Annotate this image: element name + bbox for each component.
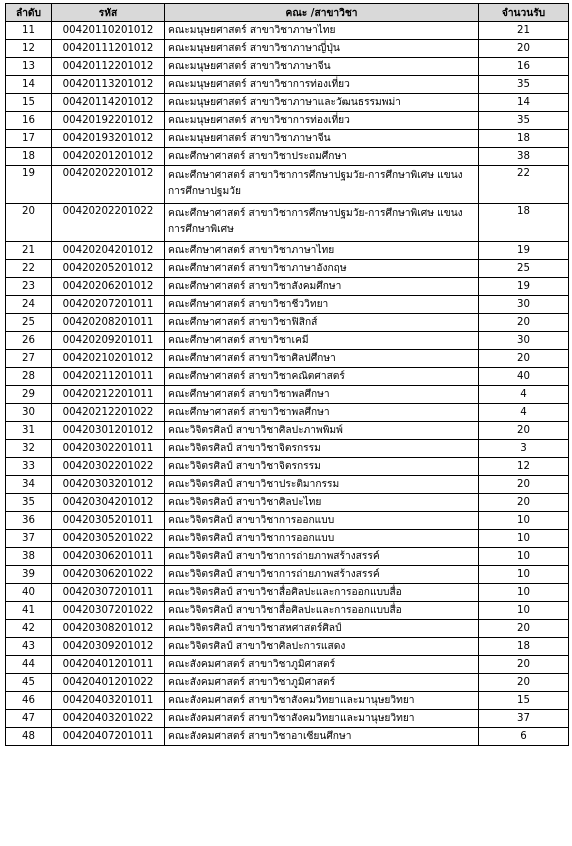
row-code: 00420401201022 (52, 674, 165, 692)
row-index: 36 (6, 512, 52, 530)
table-row (6, 94, 569, 112)
row-index: 45 (6, 674, 52, 692)
table-row (6, 674, 569, 692)
row-index: 40 (6, 584, 52, 602)
row-faculty-program: คณะวิจิตรศิลป์ สาขาวิชาการออกแบบ (165, 530, 479, 548)
row-index: 17 (6, 130, 52, 148)
row-faculty-program: คณะศึกษาศาสตร์ สาขาวิชาศิลปศึกษา (165, 350, 479, 368)
row-count: 22 (479, 166, 569, 204)
table-row (6, 350, 569, 368)
row-index: 29 (6, 386, 52, 404)
row-faculty-program: คณะสังคมศาสตร์ สาขาวิชาอาเซียนศึกษา (165, 728, 479, 746)
row-faculty-program: คณะศึกษาศาสตร์ สาขาวิชาการศึกษาปฐมวัย-การศึกษาพิเศษ แขนงการศึกษาพิเศษ (165, 204, 479, 242)
row-faculty-program: คณะมนุษยศาสตร์ สาขาวิชาการท่องเที่ยว (165, 76, 479, 94)
row-index: 44 (6, 656, 52, 674)
table-row (6, 638, 569, 656)
row-faculty-program: คณะศึกษาศาสตร์ สาขาวิชาฟิสิกส์ (165, 314, 479, 332)
row-code: 00420307201011 (52, 584, 165, 602)
row-faculty-program: คณะศึกษาศาสตร์ สาขาวิชาพลศึกษา (165, 404, 479, 422)
row-index: 21 (6, 242, 52, 260)
row-count: 37 (479, 710, 569, 728)
row-index: 30 (6, 404, 52, 422)
table-row (6, 296, 569, 314)
table-row (6, 386, 569, 404)
row-count: 10 (479, 530, 569, 548)
row-index: 22 (6, 260, 52, 278)
row-code: 00420111201012 (52, 40, 165, 58)
row-count: 19 (479, 242, 569, 260)
row-index: 23 (6, 278, 52, 296)
row-index: 31 (6, 422, 52, 440)
row-code: 00420305201011 (52, 512, 165, 530)
row-faculty-program: คณะศึกษาศาสตร์ สาขาวิชาพลศึกษา (165, 386, 479, 404)
table-header (6, 4, 569, 22)
row-count: 25 (479, 260, 569, 278)
row-faculty-program: คณะวิจิตรศิลป์ สาขาวิชาสหศาสตร์ศิลป์ (165, 620, 479, 638)
row-faculty-program: คณะมนุษยศาสตร์ สาขาวิชาภาษาญี่ปุ่น (165, 40, 479, 58)
header-row (6, 4, 569, 22)
row-code: 00420403201011 (52, 692, 165, 710)
row-index: 18 (6, 148, 52, 166)
header-index: ลำดับ (6, 4, 52, 22)
table-row (6, 314, 569, 332)
admission-table (5, 3, 569, 746)
row-code: 00420110201012 (52, 22, 165, 40)
row-code: 00420306201011 (52, 548, 165, 566)
table-row (6, 566, 569, 584)
row-faculty-program: คณะศึกษาศาสตร์ สาขาวิชาการศึกษาปฐมวัย-การศึกษาพิเศษ แขนงการศึกษาปฐมวัย (165, 166, 479, 204)
row-count: 18 (479, 130, 569, 148)
row-faculty-program: คณะวิจิตรศิลป์ สาขาวิชาศิลปะการแสดง (165, 638, 479, 656)
header-code: รหัส (52, 4, 165, 22)
table-row (6, 692, 569, 710)
row-code: 00420206201012 (52, 278, 165, 296)
row-faculty-program: คณะศึกษาศาสตร์ สาขาวิชาภาษาไทย (165, 242, 479, 260)
row-count: 30 (479, 296, 569, 314)
row-index: 41 (6, 602, 52, 620)
row-faculty-program: คณะศึกษาศาสตร์ สาขาวิชาเคมี (165, 332, 479, 350)
table-body (6, 22, 569, 746)
table-row (6, 242, 569, 260)
row-count: 20 (479, 350, 569, 368)
row-count: 20 (479, 494, 569, 512)
row-code: 00420192201012 (52, 112, 165, 130)
row-index: 32 (6, 440, 52, 458)
row-code: 00420212201022 (52, 404, 165, 422)
row-index: 33 (6, 458, 52, 476)
row-faculty-program: คณะวิจิตรศิลป์ สาขาวิชาศิลปะภาพพิมพ์ (165, 422, 479, 440)
row-code: 00420301201012 (52, 422, 165, 440)
row-code: 00420305201022 (52, 530, 165, 548)
row-count: 20 (479, 422, 569, 440)
table-row (6, 728, 569, 746)
table-row (6, 148, 569, 166)
row-count: 20 (479, 620, 569, 638)
table-row (6, 458, 569, 476)
row-index: 16 (6, 112, 52, 130)
table-row (6, 476, 569, 494)
row-index: 19 (6, 166, 52, 204)
row-faculty-program: คณะศึกษาศาสตร์ สาขาวิชาคณิตศาสตร์ (165, 368, 479, 386)
row-code: 00420403201022 (52, 710, 165, 728)
table-row (6, 422, 569, 440)
table-row (6, 260, 569, 278)
table-row (6, 548, 569, 566)
row-count: 6 (479, 728, 569, 746)
header-count: จำนวนรับ (479, 4, 569, 22)
row-count: 4 (479, 404, 569, 422)
row-index: 37 (6, 530, 52, 548)
row-code: 00420193201012 (52, 130, 165, 148)
row-count: 35 (479, 76, 569, 94)
table-row (6, 440, 569, 458)
row-code: 00420113201012 (52, 76, 165, 94)
row-index: 11 (6, 22, 52, 40)
header-faculty: คณะ /สาขาวิชา (165, 4, 479, 22)
table-row (6, 710, 569, 728)
row-count: 20 (479, 314, 569, 332)
row-count: 10 (479, 566, 569, 584)
row-code: 00420302201022 (52, 458, 165, 476)
row-index: 20 (6, 204, 52, 242)
row-code: 00420210201012 (52, 350, 165, 368)
row-index: 12 (6, 40, 52, 58)
row-faculty-program: คณะวิจิตรศิลป์ สาขาวิชาสื่อศิลปะและการออกแบบสื่อ (165, 584, 479, 602)
row-count: 15 (479, 692, 569, 710)
row-index: 27 (6, 350, 52, 368)
row-index: 25 (6, 314, 52, 332)
table-row (6, 656, 569, 674)
row-index: 15 (6, 94, 52, 112)
row-index: 34 (6, 476, 52, 494)
row-count: 30 (479, 332, 569, 350)
row-count: 20 (479, 674, 569, 692)
row-faculty-program: คณะมนุษยศาสตร์ สาขาวิชาภาษาและวัฒนธรรมพม่า (165, 94, 479, 112)
row-faculty-program: คณะวิจิตรศิลป์ สาขาวิชาการถ่ายภาพสร้างสรรค์ (165, 566, 479, 584)
table-row (6, 620, 569, 638)
row-count: 20 (479, 40, 569, 58)
row-index: 35 (6, 494, 52, 512)
row-count: 18 (479, 204, 569, 242)
row-code: 00420209201011 (52, 332, 165, 350)
table-row (6, 584, 569, 602)
row-faculty-program: คณะมนุษยศาสตร์ สาขาวิชาภาษาจีน (165, 58, 479, 76)
row-code: 00420202201012 (52, 166, 165, 204)
row-faculty-program: คณะวิจิตรศิลป์ สาขาวิชาศิลปะไทย (165, 494, 479, 512)
row-count: 35 (479, 112, 569, 130)
row-index: 48 (6, 728, 52, 746)
admission-table-container (5, 3, 569, 746)
row-faculty-program: คณะมนุษยศาสตร์ สาขาวิชาภาษาไทย (165, 22, 479, 40)
row-count: 40 (479, 368, 569, 386)
row-code: 00420308201012 (52, 620, 165, 638)
row-index: 26 (6, 332, 52, 350)
row-code: 00420204201012 (52, 242, 165, 260)
row-code: 00420401201011 (52, 656, 165, 674)
row-code: 00420211201011 (52, 368, 165, 386)
row-count: 4 (479, 386, 569, 404)
row-code: 00420304201012 (52, 494, 165, 512)
row-faculty-program: คณะวิจิตรศิลป์ สาขาวิชาการออกแบบ (165, 512, 479, 530)
row-code: 00420303201012 (52, 476, 165, 494)
row-code: 00420306201022 (52, 566, 165, 584)
row-code: 00420205201012 (52, 260, 165, 278)
row-faculty-program: คณะสังคมศาสตร์ สาขาวิชาภูมิศาสตร์ (165, 656, 479, 674)
row-faculty-program: คณะศึกษาศาสตร์ สาขาวิชาภาษาอังกฤษ (165, 260, 479, 278)
row-faculty-program: คณะมนุษยศาสตร์ สาขาวิชาภาษาจีน (165, 130, 479, 148)
table-row (6, 22, 569, 40)
table-row (6, 530, 569, 548)
row-faculty-program: คณะศึกษาศาสตร์ สาขาวิชาประถมศึกษา (165, 148, 479, 166)
row-faculty-program: คณะศึกษาศาสตร์ สาขาวิชาสังคมศึกษา (165, 278, 479, 296)
row-index: 42 (6, 620, 52, 638)
row-faculty-program: คณะวิจิตรศิลป์ สาขาวิชาจิตรกรรม (165, 440, 479, 458)
row-count: 10 (479, 512, 569, 530)
row-faculty-program: คณะวิจิตรศิลป์ สาขาวิชาประติมากรรม (165, 476, 479, 494)
row-code: 00420212201011 (52, 386, 165, 404)
table-row (6, 404, 569, 422)
table-row (6, 204, 569, 242)
row-faculty-program: คณะวิจิตรศิลป์ สาขาวิชาการถ่ายภาพสร้างสรรค์ (165, 548, 479, 566)
row-code: 00420307201022 (52, 602, 165, 620)
row-code: 00420302201011 (52, 440, 165, 458)
row-count: 10 (479, 548, 569, 566)
row-count: 20 (479, 656, 569, 674)
row-faculty-program: คณะสังคมศาสตร์ สาขาวิชาสังคมวิทยาและมานุษยวิทยา (165, 710, 479, 728)
row-faculty-program: คณะศึกษาศาสตร์ สาขาวิชาชีววิทยา (165, 296, 479, 314)
row-count: 10 (479, 602, 569, 620)
row-index: 38 (6, 548, 52, 566)
table-row (6, 166, 569, 204)
table-row (6, 278, 569, 296)
table-row (6, 76, 569, 94)
row-code: 00420208201011 (52, 314, 165, 332)
row-faculty-program: คณะวิจิตรศิลป์ สาขาวิชาสื่อศิลปะและการออกแบบสื่อ (165, 602, 479, 620)
row-index: 14 (6, 76, 52, 94)
row-code: 00420309201012 (52, 638, 165, 656)
row-count: 18 (479, 638, 569, 656)
row-index: 39 (6, 566, 52, 584)
table-row (6, 112, 569, 130)
row-count: 14 (479, 94, 569, 112)
row-count: 20 (479, 476, 569, 494)
row-code: 00420202201022 (52, 204, 165, 242)
row-count: 3 (479, 440, 569, 458)
row-code: 00420114201012 (52, 94, 165, 112)
row-code: 00420207201011 (52, 296, 165, 314)
row-index: 46 (6, 692, 52, 710)
row-index: 47 (6, 710, 52, 728)
row-count: 21 (479, 22, 569, 40)
row-index: 28 (6, 368, 52, 386)
table-row (6, 602, 569, 620)
row-faculty-program: คณะสังคมศาสตร์ สาขาวิชาภูมิศาสตร์ (165, 674, 479, 692)
row-count: 38 (479, 148, 569, 166)
row-faculty-program: คณะสังคมศาสตร์ สาขาวิชาสังคมวิทยาและมานุษยวิทยา (165, 692, 479, 710)
row-faculty-program: คณะมนุษยศาสตร์ สาขาวิชาการท่องเที่ยว (165, 112, 479, 130)
table-row (6, 58, 569, 76)
row-count: 12 (479, 458, 569, 476)
row-faculty-program: คณะวิจิตรศิลป์ สาขาวิชาจิตรกรรม (165, 458, 479, 476)
table-row (6, 512, 569, 530)
table-row (6, 332, 569, 350)
row-count: 19 (479, 278, 569, 296)
row-code: 00420112201012 (52, 58, 165, 76)
row-code: 00420201201012 (52, 148, 165, 166)
row-index: 24 (6, 296, 52, 314)
row-count: 10 (479, 584, 569, 602)
row-count: 16 (479, 58, 569, 76)
row-index: 43 (6, 638, 52, 656)
table-row (6, 130, 569, 148)
table-row (6, 40, 569, 58)
table-row (6, 494, 569, 512)
row-index: 13 (6, 58, 52, 76)
row-code: 00420407201011 (52, 728, 165, 746)
table-row (6, 368, 569, 386)
